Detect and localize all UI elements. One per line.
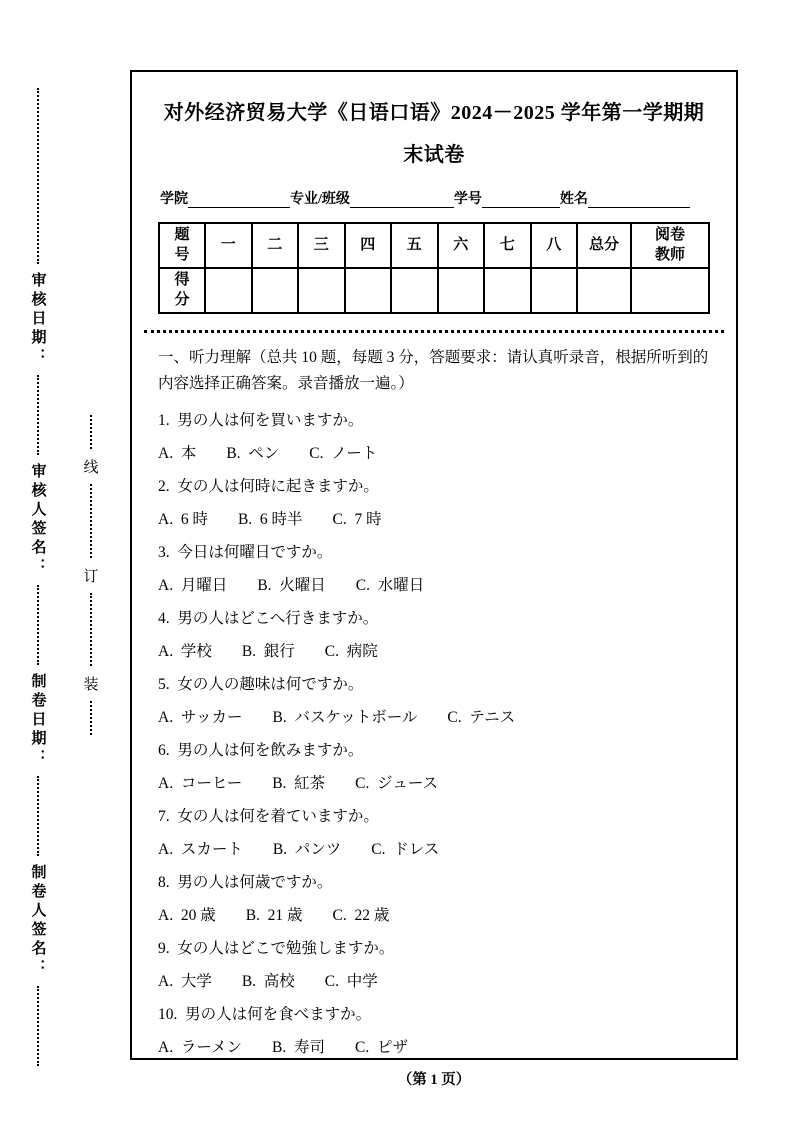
college-field-blank [188, 192, 290, 208]
question-text: 10. 男の人は何を食べますか。 [158, 1006, 372, 1023]
score-table-header-text: 六 [453, 236, 469, 253]
option: B. ペン [226, 445, 280, 462]
score-table-header-text: 七 [499, 236, 515, 253]
score-table-header-cell [531, 223, 578, 268]
dotted-line [90, 593, 92, 667]
score-empty-cell [577, 268, 631, 313]
exam-paper-box [130, 70, 738, 1060]
option: B. 寿司 [272, 1039, 326, 1056]
score-table-header-text: 题号 [174, 227, 190, 263]
question-options [158, 708, 710, 727]
dotted-line [90, 701, 92, 735]
option: C. ノート [309, 445, 378, 462]
major-class-field-blank [350, 192, 454, 208]
question-options [158, 972, 710, 991]
option: A. サッカー [158, 709, 243, 726]
name-field-blank [588, 192, 690, 208]
question-text: 3. 今日は何曜日ですか。 [158, 544, 333, 561]
option: C. 中学 [324, 973, 378, 990]
section-heading: 一、听力理解（总共 10 题，每题 3 分，答题要求：请认真听录音，根据所听到的内容选择正确答案。录音播放一遍。） [158, 349, 709, 392]
option: A. コーヒー [158, 775, 243, 792]
score-label-text: 得分 [174, 272, 190, 308]
paper-maker-signature-label: 制卷人签名： [29, 864, 46, 978]
score-table-header-cell [577, 223, 631, 268]
exam-title: 对外经济贸易大学《日语口语》2024－2025 学年第一学期期末试卷 [163, 102, 705, 166]
score-empty-cell [484, 268, 531, 313]
dotted-line [37, 776, 39, 856]
name-field [560, 188, 690, 208]
score-table-header-cell [345, 223, 392, 268]
option: C. ジュース [355, 775, 439, 792]
score-empty-cell [391, 268, 438, 313]
score-table-header-cell [298, 223, 345, 268]
binding-line-char: 订 [83, 568, 99, 585]
option: B. 火曜日 [257, 577, 326, 594]
option: B. 銀行 [241, 643, 295, 660]
option: A. 月曜日 [158, 577, 228, 594]
college-field [160, 188, 290, 208]
reviewer-signature-label: 审核人签名： [29, 463, 46, 577]
score-table-score-row [159, 268, 709, 313]
dotted-separator [144, 330, 724, 333]
question-text: 2. 女の人は何時に起きますか。 [158, 478, 379, 495]
question-options [158, 1038, 710, 1057]
option: C. 病院 [324, 643, 378, 660]
question-options [158, 510, 710, 529]
score-table-header-cell [438, 223, 485, 268]
score-empty-cell [252, 268, 299, 313]
option: B. パンツ [272, 841, 342, 858]
score-table-header-cell [205, 223, 252, 268]
score-table-header-text: 一 [220, 236, 236, 253]
score-table-header-cell [631, 223, 709, 268]
question-options [158, 444, 710, 463]
option: A. 本 [158, 445, 197, 462]
option: B. 紅茶 [272, 775, 326, 792]
score-empty-cell [438, 268, 485, 313]
dotted-line [90, 484, 92, 558]
major-class-field-label: 专业/班级 [290, 192, 350, 207]
question-options [158, 642, 710, 661]
option: A. スカート [158, 841, 243, 858]
question-text: 1. 男の人は何を買いますか。 [158, 412, 364, 429]
score-empty-cell [298, 268, 345, 313]
question-options [158, 906, 710, 925]
option: B. 21 歳 [245, 907, 303, 924]
dotted-line [37, 986, 39, 1066]
score-table-header-cell [159, 223, 205, 268]
option: C. 7 時 [332, 511, 382, 528]
option: B. 高校 [241, 973, 295, 990]
dotted-line [37, 375, 39, 455]
question-options [158, 840, 710, 859]
option: A. 大学 [158, 973, 212, 990]
option: C. ドレス [371, 841, 440, 858]
score-label-cell [159, 268, 205, 313]
student-id-field-label: 学号 [453, 192, 482, 207]
option: A. ラーメン [158, 1039, 243, 1056]
score-empty-cell [531, 268, 578, 313]
option: A. 学校 [158, 643, 212, 660]
score-table-header-text: 二 [267, 236, 283, 253]
option: A. 20 歳 [158, 907, 216, 924]
score-table-header-cell [484, 223, 531, 268]
score-table-header-text: 八 [546, 236, 562, 253]
score-table-header-text: 阅卷教师 [654, 227, 685, 263]
score-table-header-text: 五 [406, 236, 422, 253]
score-table [158, 222, 710, 314]
score-table-header-text: 三 [313, 236, 329, 253]
option: C. 水曜日 [355, 577, 425, 594]
option: B. バスケットボール [272, 709, 418, 726]
student-id-field-blank [482, 192, 560, 208]
name-field-label: 姓名 [559, 192, 588, 207]
option: B. 6 時半 [237, 511, 303, 528]
score-table-header-text: 四 [360, 236, 376, 253]
score-table-header-cell [252, 223, 299, 268]
question-text: 5. 女の人の趣味は何ですか。 [158, 676, 364, 693]
paper-making-date-label: 制卷日期： [29, 673, 46, 768]
question-text: 6. 男の人は何を飲みますか。 [158, 742, 364, 759]
question-text: 4. 男の人はどこへ行きますか。 [158, 610, 379, 627]
review-date-label: 审核日期： [29, 272, 46, 367]
student-info-row [160, 188, 708, 208]
score-empty-cell [345, 268, 392, 313]
student-id-field [454, 188, 560, 208]
score-table-header-text: 总分 [588, 236, 619, 253]
option: C. テニス [447, 709, 516, 726]
binding-line-char: 装 [83, 677, 99, 694]
page-footer: （第 1 页） [397, 1072, 471, 1088]
questions-list [158, 411, 710, 1057]
question-text: 7. 女の人は何を着ていますか。 [158, 808, 379, 825]
score-table-header-cell [391, 223, 438, 268]
question-options [158, 774, 710, 793]
option: C. ピザ [355, 1039, 408, 1056]
score-empty-cell [205, 268, 252, 313]
dotted-line [37, 585, 39, 665]
binding-line-column [80, 415, 102, 735]
score-table-header-row [159, 223, 709, 268]
question-options [158, 576, 710, 595]
dotted-line [90, 415, 92, 449]
option: A. 6 時 [158, 511, 208, 528]
score-empty-cell [631, 268, 709, 313]
major-class-field [290, 188, 454, 208]
left-margin-column [24, 88, 52, 1066]
question-text: 8. 男の人は何歳ですか。 [158, 874, 333, 891]
dotted-line [37, 88, 39, 264]
question-text: 9. 女の人はどこで勉強しますか。 [158, 940, 395, 957]
binding-line-char: 线 [83, 459, 99, 476]
option: C. 22 歳 [332, 907, 390, 924]
college-field-label: 学院 [160, 192, 188, 207]
